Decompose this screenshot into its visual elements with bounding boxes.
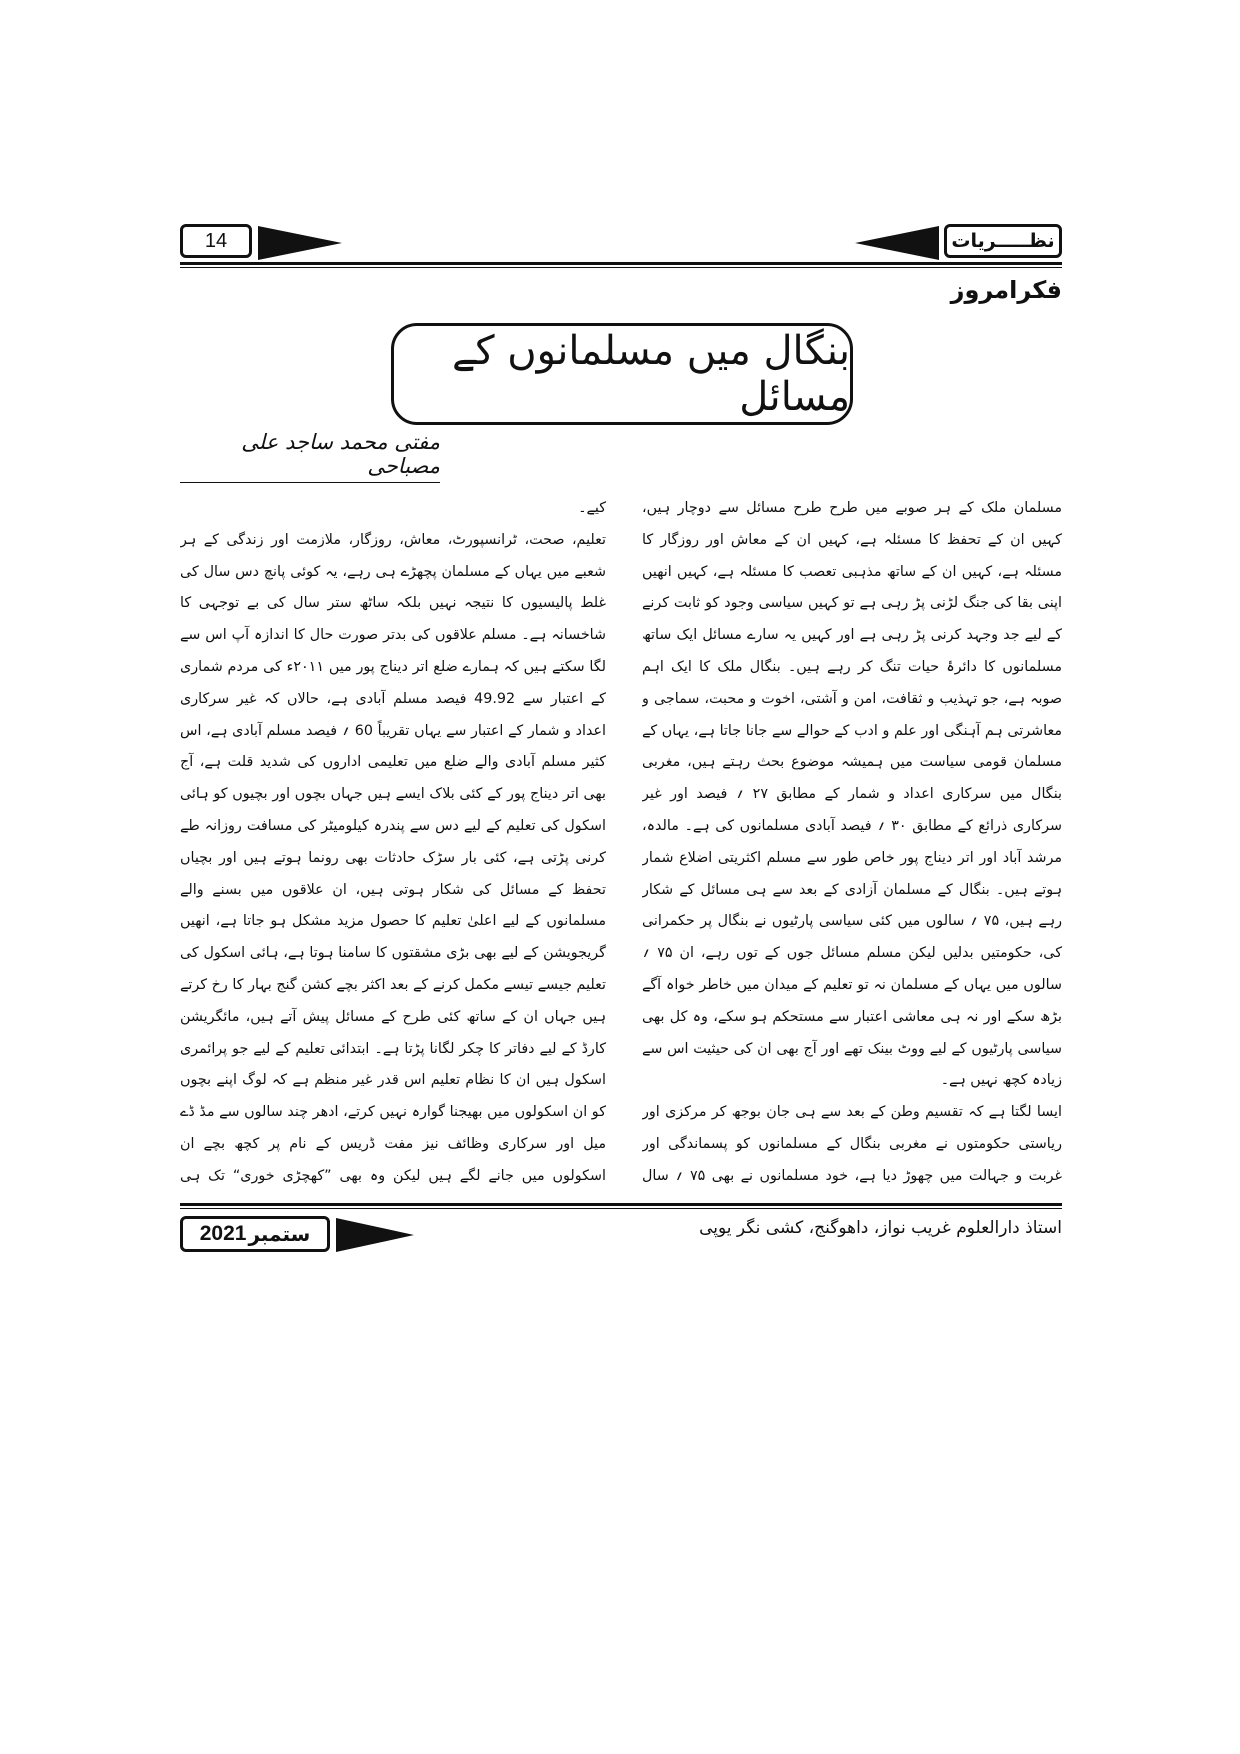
paragraph: مسلمان ملک کے ہر صوبے میں طرح طرح مسائل سے دوچار ہیں، کہیں ان کے تحفظ کا مسئلہ ہے، کہیں ان کے معاش اور روزگار کا مسئلہ ہے، کہیں ان کے ساتھ مذہبی تعصب کا مسئلہ ہے، کہیں انھیں اپنی بقا کی جنگ لڑنی پڑ رہی ہے تو کہیں سیاسی وجود کو ثابت کرنے کے لیے جد وجہد کرنی پڑ رہی ہے اور کہیں یہ سارے مسائل ایک ساتھ مسلمانوں کا دائرۂ حیات تنگ کر رہے ہیں۔ بنگال ملک کا ایک اہم صوبہ ہے، جو تہذیب و ثقافت، امن و آشتی، اخوت و محبت، سماجی و معاشرتی ہم آہنگی اور علم و ادب کے حوالے سے جانا جاتا ہے، یہاں کے مسلمان قومی سیاست میں ہمیشہ موضوع بحث رہتے ہیں، مغربی بنگال میں سرکاری اعداد و شمار کے مطابق ۲۷ ؍ فیصد اور غیر سرکاری ذرائع کے مطابق ۳۰ ؍ فیصد آبادی مسلمانوں کی ہے۔ مالدہ، مرشد آباد اور اتر دیناج پور خاص طور سے مسلم اکثریتی اضلاع شمار ہوتے ہیں۔ بنگال کے مسلمان آزادی کے بعد سے ہی مسائل کے شکار رہے ہیں، ۷۵ ؍ سالوں میں کئی سیاسی پارٹیوں نے بنگال پر حکمرانی کی، حکومتیں بدلیں لیکن مسلم مسائل جوں کے توں رہے، ان ۷۵ ؍ سالوں میں یہاں کے مسلمان نہ تو تعلیم کے میدان میں خاطر خواہ آگے بڑھ سکے اور نہ ہی معاشی اعتبار سے مستحکم ہو سکے، وہ کل بھی سیاسی پارٹیوں کے لیے ووٹ بینک تھے اور آج بھی ان کی حیثیت اس سے زیادہ کچھ نہیں ہے۔ (642, 500, 1062, 1089)
section-label: نظـــــریات (944, 224, 1062, 258)
article-column-right (642, 493, 1062, 1193)
author-affiliation: استاذ دارالعلوم غریب نواز، داھوگنج، کشی نگر یوپی (699, 1218, 1062, 1238)
article-title: بنگال میں مسلمانوں کے مسائل (391, 323, 853, 425)
issue-year: 2021 (199, 1222, 247, 1245)
article-column-left (180, 493, 606, 1193)
paragraph: ایسا لگتا ہے کہ تقسیم وطن کے بعد سے ہی جان بوجھ کر مرکزی اور ریاستی حکومتوں نے مغربی بنگال کے مسلمانوں کو پسماندگی اور غربت و جہالت میں چھوڑ دیا ہے، خود مسلمانوں نے بھی ۷۵ ؍ سال (642, 1104, 1062, 1184)
header-wedge-right (855, 226, 939, 260)
article-author: مفتی محمد ساجد علی مصباحی (180, 430, 440, 483)
footer-rule-thin (180, 1208, 1062, 1209)
paragraph: تعلیم، صحت، ٹرانسپورٹ، معاش، روزگار، ملازمت اور زندگی کے ہر شعبے میں یہاں کے مسلمان پچھڑے ہی رہے، یہ کوئی پانچ دس سال کی غلط پالیسیوں کا نتیجہ نہیں بلکہ ساٹھ ستر سال کی بے توجہی کا شاخسانہ ہے۔ مسلم علاقوں کی بدتر صورت حال کا اندازہ آپ اس سے لگا سکتے ہیں کہ ہمارے ضلع اتر دیناج پور میں ۲۰۱۱ء کی مردم شماری کے اعتبار سے 49.92 فیصد مسلم آبادی ہے، حالاں کہ غیر سرکاری اعداد و شمار کے اعتبار سے یہاں تقریباً 60 ؍ فیصد مسلم آبادی ہے، اس کثیر مسلم آبادی والے ضلع میں تعلیمی اداروں کی شدید قلت ہے، آج بھی اتر دیناج پور کے کئی بلاک ایسے ہیں جہاں بچوں اور بچیوں کو ہائی اسکول کی تعلیم کے لیے دس سے پندرہ کیلومیٹر کی مسافت روزانہ طے کرنی پڑتی ہے، کئی بار سڑک حادثات بھی رونما ہوتے ہیں اور بچیاں تحفظ کے مسائل کی شکار ہوتی ہیں، ان علاقوں میں بسنے والے مسلمانوں کے لیے اعلیٰ تعلیم کا حصول مزید مشکل ہو جاتا ہے، انھیں گریجویشن کے لیے بھی بڑی مشقتوں کا سامنا ہوتا ہے، ہائی اسکول کی تعلیم جیسے تیسے مکمل کرنے کے بعد اکثر بچے کشن گنج بہار کا رخ کرتے ہیں جہاں ان کے ساتھ کئی طرح کے مسائل پیش آتے ہیں، مائگریشن کارڈ کے لیے دفاتر کا چکر لگانا پڑتا ہے۔ ابتدائی تعلیم کے لیے جو پرائمری اسکول ہیں ان کا نظام تعلیم اس قدر غیر منظم ہے کہ لوگ اپنے بچوں کو ان اسکولوں میں بھیجنا گوارہ نہیں کرتے، ادھر چند سالوں سے مڈ ڈے میل اور سرکاری وظائف نیز مفت ڈریس کے نام پر کچھ بچے ان اسکولوں میں جانے لگے ہیں لیکن وہ بھی ”کھچڑی خوری“ تک ہی (180, 531, 606, 1184)
footer-rule (180, 1203, 1062, 1206)
paragraph: کیے۔ (578, 500, 606, 516)
page-number: 14 (180, 224, 252, 258)
issue-date (180, 1216, 330, 1252)
header-rule-thin (180, 267, 1062, 268)
header-rule (180, 262, 1062, 265)
header-wedge-left (258, 226, 342, 260)
issue-month: ستمبر (248, 1222, 311, 1246)
column-name: فکرامروز (950, 276, 1062, 304)
footer-wedge (336, 1218, 414, 1252)
